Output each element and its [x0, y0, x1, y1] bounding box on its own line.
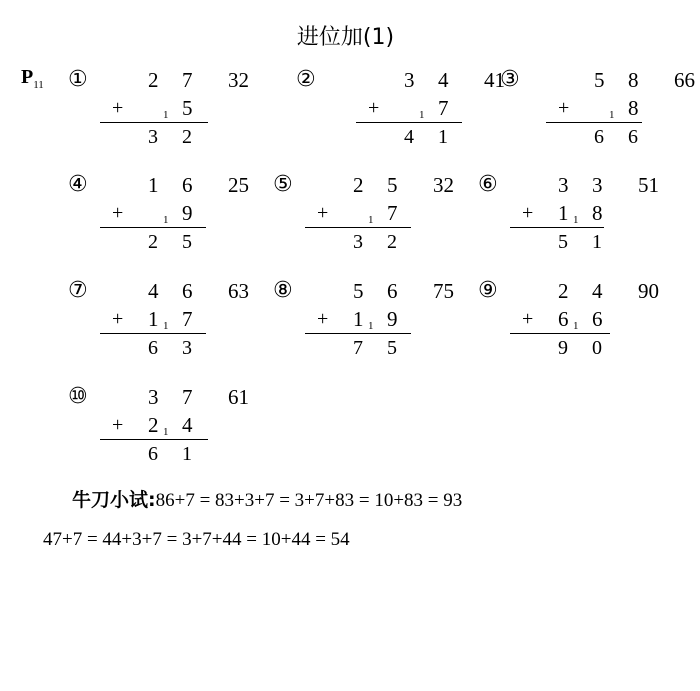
top-tens-digit: 1	[148, 173, 159, 197]
top-ones-digit: 7	[182, 385, 193, 409]
result-tens-digit: 2	[148, 231, 158, 253]
result-ones-digit: 3	[182, 337, 192, 359]
tip-line-2: 47+7 = 44+3+7 = 3+7+44 = 10+44 = 54	[43, 529, 350, 550]
problem-marker: ④	[68, 172, 88, 197]
top-ones-digit: 8	[628, 68, 639, 92]
problem-answer: 51	[638, 173, 659, 197]
problem-answer: 75	[433, 279, 454, 303]
bottom-ones-digit: 8	[628, 96, 639, 120]
top-ones-digit: 3	[592, 173, 603, 197]
carry-digit: 1	[573, 214, 579, 226]
result-ones-digit: 1	[182, 443, 192, 465]
problem-marker: ⑥	[478, 172, 498, 197]
problem-answer: 41	[484, 68, 505, 92]
top-tens-digit: 3	[148, 385, 159, 409]
bottom-ones-digit: 6	[592, 307, 603, 331]
carry-digit: 1	[163, 109, 169, 121]
plus-sign: +	[112, 308, 124, 330]
sum-rule-line	[546, 122, 642, 123]
addition-problem	[68, 385, 268, 485]
top-tens-digit: 5	[594, 68, 605, 92]
plus-sign: +	[558, 97, 570, 119]
plus-sign: +	[368, 97, 380, 119]
problem-answer: 61	[228, 385, 249, 409]
bottom-tens-digit: 6	[558, 307, 569, 331]
result-tens-digit: 6	[148, 337, 158, 359]
problem-answer: 32	[433, 173, 454, 197]
page-number	[21, 66, 44, 91]
top-ones-digit: 6	[182, 173, 193, 197]
bottom-ones-digit: 7	[438, 96, 449, 120]
plus-sign: +	[112, 97, 124, 119]
plus-sign: +	[112, 414, 124, 436]
sum-rule-line	[305, 227, 411, 228]
result-tens-digit: 4	[404, 126, 414, 148]
addition-problem	[296, 67, 505, 168]
sum-rule-line	[510, 333, 610, 334]
top-ones-digit: 7	[182, 68, 193, 92]
bottom-ones-digit: 4	[182, 413, 193, 437]
top-ones-digit: 4	[438, 68, 449, 92]
problem-marker: ③	[500, 67, 520, 92]
sum-rule-line	[100, 122, 208, 123]
plus-sign: +	[112, 202, 124, 224]
top-tens-digit: 2	[148, 68, 159, 92]
top-tens-digit: 5	[353, 279, 364, 303]
top-tens-digit: 2	[353, 173, 364, 197]
problem-answer: 63	[228, 279, 249, 303]
top-ones-digit: 4	[592, 279, 603, 303]
addition-problem	[273, 173, 473, 273]
tip-equation-1: 86+7 = 83+3+7 = 3+7+83 = 10+83 = 93	[155, 490, 463, 511]
bottom-tens-digit: 1	[353, 307, 364, 331]
top-ones-digit: 5	[387, 173, 398, 197]
sum-rule-line	[305, 333, 411, 334]
sum-rule-line	[100, 227, 206, 228]
result-ones-digit: 5	[182, 231, 192, 253]
carry-digit: 1	[163, 214, 169, 226]
carry-digit: 1	[368, 214, 374, 226]
result-ones-digit: 2	[387, 231, 397, 253]
addition-problem	[500, 68, 700, 168]
plus-sign: +	[317, 202, 329, 224]
sum-rule-line	[510, 227, 604, 228]
page-label: P	[21, 66, 34, 88]
problem-marker: ⑤	[273, 172, 293, 197]
plus-sign: +	[522, 308, 534, 330]
addition-problem	[68, 279, 268, 379]
result-ones-digit: 1	[592, 231, 602, 253]
bottom-ones-digit: 7	[387, 201, 398, 225]
problem-marker: ⑩	[68, 384, 88, 409]
sum-rule-line	[356, 122, 462, 123]
result-ones-digit: 0	[592, 337, 602, 359]
addition-problem	[68, 68, 268, 168]
top-tens-digit: 3	[558, 173, 569, 197]
page-number-value: 11	[33, 79, 44, 91]
carry-digit: 1	[609, 109, 615, 121]
problem-marker: ⑧	[273, 278, 293, 303]
addition-problem	[478, 279, 678, 379]
result-tens-digit: 3	[353, 231, 363, 253]
result-tens-digit: 7	[353, 337, 363, 359]
result-tens-digit: 9	[558, 337, 568, 359]
plus-sign: +	[317, 308, 329, 330]
bottom-tens-digit: 2	[148, 413, 159, 437]
bottom-ones-digit: 7	[182, 307, 193, 331]
bottom-tens-digit: 1	[558, 201, 569, 225]
result-tens-digit: 6	[148, 443, 158, 465]
addition-problem	[68, 173, 268, 273]
plus-sign: +	[522, 202, 534, 224]
problem-answer: 32	[228, 68, 249, 92]
carry-digit: 1	[163, 426, 169, 438]
problem-answer: 25	[228, 173, 249, 197]
page-title: 进位加(1)	[296, 25, 395, 50]
top-tens-digit: 4	[148, 279, 159, 303]
result-tens-digit: 3	[148, 126, 158, 148]
problem-marker: ②	[296, 67, 316, 92]
problem-marker: ①	[68, 67, 88, 92]
result-tens-digit: 5	[558, 231, 568, 253]
bottom-tens-digit: 1	[148, 307, 159, 331]
problem-answer: 90	[638, 279, 659, 303]
addition-problem	[273, 279, 473, 379]
carry-digit: 1	[573, 320, 579, 332]
top-tens-digit: 2	[558, 279, 569, 303]
carry-digit: 1	[368, 320, 374, 332]
sum-rule-line	[100, 333, 206, 334]
bottom-ones-digit: 5	[182, 96, 193, 120]
tip-label: 牛刀小试:	[72, 489, 156, 511]
tip-line-1	[72, 487, 462, 514]
result-ones-digit: 5	[387, 337, 397, 359]
result-ones-digit: 1	[438, 126, 448, 148]
bottom-ones-digit: 9	[182, 201, 193, 225]
top-tens-digit: 3	[404, 68, 415, 92]
result-ones-digit: 6	[628, 126, 638, 148]
sum-rule-line	[100, 439, 208, 440]
result-tens-digit: 6	[594, 126, 604, 148]
top-ones-digit: 6	[182, 279, 193, 303]
carry-digit: 1	[163, 320, 169, 332]
carry-digit: 1	[419, 109, 425, 121]
bottom-ones-digit: 9	[387, 307, 398, 331]
problem-marker: ⑦	[68, 278, 88, 303]
bottom-ones-digit: 8	[592, 201, 603, 225]
addition-problem	[478, 173, 678, 273]
problem-answer: 66	[674, 68, 695, 92]
top-ones-digit: 6	[387, 279, 398, 303]
result-ones-digit: 2	[182, 126, 192, 148]
problem-marker: ⑨	[478, 278, 498, 303]
